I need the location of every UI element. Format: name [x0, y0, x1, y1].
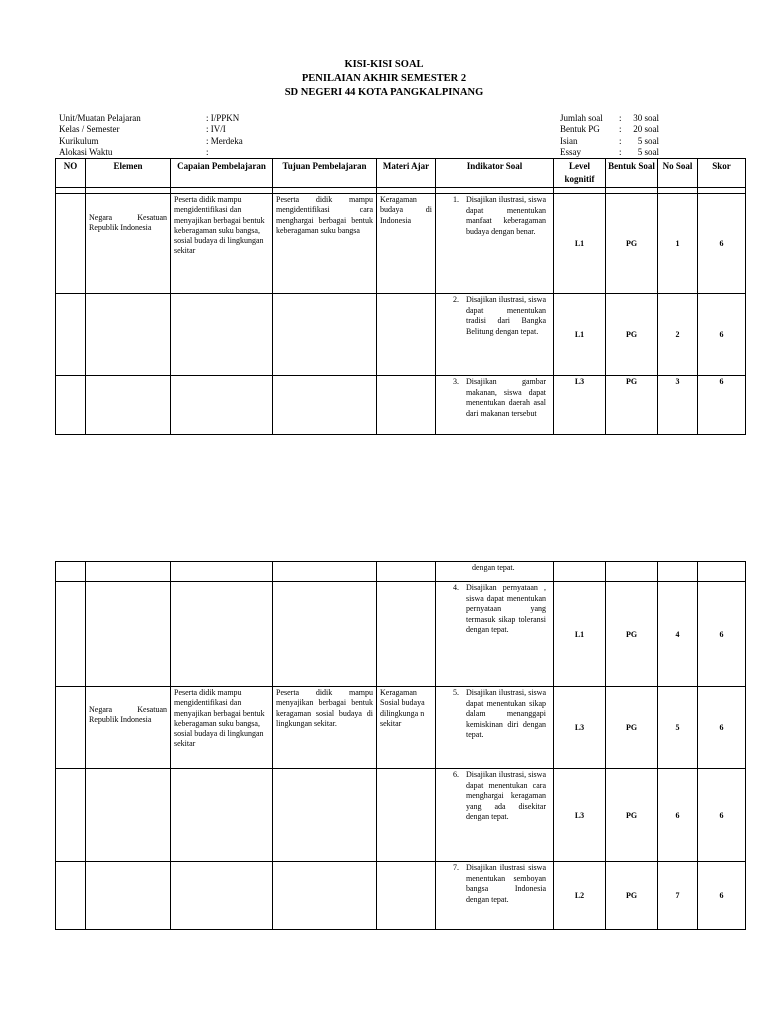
row-no — [56, 294, 86, 376]
column-header-capaian: Capaian Pembelajaran — [171, 159, 273, 188]
row-no — [56, 582, 86, 687]
capaian-cell: Peserta didik mampu mengidentifikasi dan menyajikan berbagai bentuk keberagaman suku bangsa, sosial budaya di lingkungan sekitar — [171, 194, 273, 294]
column-header-tujuan: Tujuan Pembelajaran — [273, 159, 377, 188]
level-cell: L3 — [554, 687, 606, 769]
skor-cell: 6 — [698, 194, 746, 294]
indikator-number: 4. — [453, 583, 459, 592]
materi-cell: Keragaman Sosial budaya dilingkunga n sekitar — [377, 687, 436, 769]
table-row — [56, 376, 746, 435]
info-value: 5 soal — [637, 136, 659, 146]
elemen-cell — [86, 862, 171, 930]
capaian-cell — [171, 294, 273, 376]
no-soal-cell: 3 — [658, 376, 698, 435]
indikator-number: 3. — [453, 377, 459, 386]
indikator-cell — [436, 294, 554, 376]
capaian-cell — [171, 862, 273, 930]
indikator-cell — [436, 862, 554, 930]
no-soal-cell: 4 — [658, 582, 698, 687]
tujuan-cell — [273, 769, 377, 862]
level-cell: L3 — [554, 376, 606, 435]
indikator-cell — [436, 562, 554, 582]
table-row — [56, 769, 746, 862]
indikator-number: 1. — [453, 195, 459, 204]
info-value: 20 soal — [633, 124, 659, 134]
tujuan-cell: Peserta didik mampu mengidentifikasi cara menghargai berbagai bentuk keberagaman suku bangsa — [273, 194, 377, 294]
column-header-indikator: Indikator Soal — [436, 159, 554, 188]
indikator-text: Disajikan pernyataan , siswa dapat menentukan pernyataan yang termasuk sikap toleransi dengan tepat. — [466, 583, 546, 635]
column-header-skor: Skor — [698, 159, 746, 188]
level-cell: L2 — [554, 862, 606, 930]
info-value: : — [206, 147, 209, 157]
info-sep: : — [619, 136, 622, 146]
bentuk-cell: PG — [606, 194, 658, 294]
skor-cell: 6 — [698, 769, 746, 862]
row-no — [56, 862, 86, 930]
indikator-cell — [436, 769, 554, 862]
no-soal-cell: 6 — [658, 769, 698, 862]
skor-cell: 6 — [698, 862, 746, 930]
table-row — [56, 294, 746, 376]
materi-cell: Keragaman budaya di Indonesia — [377, 194, 436, 294]
column-header-no-soal: No Soal — [658, 159, 698, 188]
info-label: Kurikulum — [59, 136, 99, 146]
table-row — [56, 582, 746, 687]
materi-cell — [377, 582, 436, 687]
table-row — [56, 862, 746, 930]
info-label: Jumlah soal — [560, 113, 603, 123]
document-title: KISI-KISI SOAL — [344, 59, 424, 70]
indikator-number: 5. — [453, 688, 459, 697]
school-name: SD NEGERI 44 KOTA PANGKALPINANG — [284, 87, 484, 98]
indikator-cell — [436, 687, 554, 769]
indikator-text: Disajikan ilustrasi, siswa dapat menentukan sikap dalam menanggapi kemiskinan diri dengan tepat. — [466, 688, 546, 740]
tujuan-cell — [273, 862, 377, 930]
info-value: : IV/I — [206, 124, 226, 134]
indikator-text: Disajikan ilustrasi, siswa dapat menentukan manfaat keberagaman budaya dengan benar. — [466, 195, 546, 236]
info-value: : Merdeka — [206, 136, 243, 146]
bentuk-cell: PG — [606, 582, 658, 687]
level-cell: L3 — [554, 769, 606, 862]
level-cell: L1 — [554, 582, 606, 687]
materi-cell — [377, 769, 436, 862]
elemen-cell: Negara Kesatuan Republik Indonesia — [86, 687, 171, 769]
materi-cell — [377, 294, 436, 376]
info-sep: : — [619, 147, 622, 157]
table-header-row — [56, 159, 746, 188]
tujuan-cell — [273, 582, 377, 687]
indikator-text: Disajikan ilustrasi, siswa dapat menentukan cara menghargai keragaman yang ada disekitar dengan tepat. — [466, 770, 546, 822]
level-cell: L1 — [554, 294, 606, 376]
indikator-cell — [436, 376, 554, 435]
skor-cell: 6 — [698, 376, 746, 435]
info-sep: : — [619, 113, 622, 123]
indikator-number: 7. — [453, 863, 459, 872]
bentuk-cell: PG — [606, 687, 658, 769]
column-header-bentuk: Bentuk Soal — [606, 159, 658, 188]
indikator-text: Disajikan ilustrasi siswa menentukan semboyan bangsa Indonesia dengan tepat. — [466, 863, 546, 904]
indikator-continuation: dengan tepat. — [472, 563, 515, 572]
table-row — [56, 194, 746, 294]
no-soal-cell: 7 — [658, 862, 698, 930]
skor-cell: 6 — [698, 582, 746, 687]
no-soal-cell: 2 — [658, 294, 698, 376]
column-header-level: Level kognitif — [554, 159, 606, 188]
document-subtitle: PENILAIAN AKHIR SEMESTER 2 — [301, 73, 467, 84]
info-label: Kelas / Semester — [59, 124, 120, 134]
row-no — [56, 769, 86, 862]
bentuk-cell: PG — [606, 376, 658, 435]
elemen-cell — [86, 582, 171, 687]
info-label: Unit/Muatan Pelajaran — [59, 113, 141, 123]
info-sep: : — [619, 124, 622, 134]
capaian-cell — [171, 376, 273, 435]
indikator-text: Disajikan ilustrasi, siswa dapat menentukan tradisi dari Bangka Belitung dengan tepat. — [466, 295, 546, 336]
no-soal-cell: 5 — [658, 687, 698, 769]
indikator-number: 6. — [453, 770, 459, 779]
row-no — [56, 687, 86, 769]
info-label: Isian — [560, 136, 578, 146]
bentuk-cell: PG — [606, 862, 658, 930]
kisi-kisi-table-continued — [55, 561, 746, 930]
tujuan-cell — [273, 294, 377, 376]
indikator-cell — [436, 582, 554, 687]
info-label: Alokasi Waktu — [59, 147, 113, 157]
continuation-row — [56, 562, 746, 582]
tujuan-cell: Peserta didik mampu menyajikan berbagai bentuk keragaman sosial budaya di lingkungan sekitar. — [273, 687, 377, 769]
capaian-cell — [171, 769, 273, 862]
row-no — [56, 194, 86, 294]
skor-cell: 6 — [698, 294, 746, 376]
materi-cell — [377, 376, 436, 435]
column-header-elemen: Elemen — [86, 159, 171, 188]
elemen-cell — [86, 769, 171, 862]
elemen-cell: Negara Kesatuan Republik Indonesia — [86, 194, 171, 294]
info-label: Bentuk PG — [560, 124, 600, 134]
elemen-cell — [86, 294, 171, 376]
no-soal-cell: 1 — [658, 194, 698, 294]
capaian-cell: Peserta didik mampu mengidentifikasi dan menyajikan berbagai bentuk keberagaman suku bangsa, sosial budaya di lingkungan sekitar — [171, 687, 273, 769]
indikator-cell — [436, 194, 554, 294]
info-value: 30 soal — [633, 113, 659, 123]
indikator-number: 2. — [453, 295, 459, 304]
indikator-text: Disajikan gambar makanan, siswa dapat menentukan daerah asal dari makanan tersebut — [466, 377, 546, 418]
column-header-no: NO — [56, 159, 86, 188]
elemen-cell — [86, 376, 171, 435]
kisi-kisi-table — [55, 158, 746, 435]
table-row — [56, 687, 746, 769]
info-value: 5 soal — [637, 147, 659, 157]
capaian-cell — [171, 582, 273, 687]
info-label: Essay — [560, 147, 581, 157]
materi-cell — [377, 862, 436, 930]
info-value: : I/PPKN — [206, 113, 240, 123]
tujuan-cell — [273, 376, 377, 435]
bentuk-cell: PG — [606, 769, 658, 862]
skor-cell: 6 — [698, 687, 746, 769]
column-header-materi: Materi Ajar — [377, 159, 436, 188]
row-no — [56, 376, 86, 435]
bentuk-cell: PG — [606, 294, 658, 376]
level-cell: L1 — [554, 194, 606, 294]
